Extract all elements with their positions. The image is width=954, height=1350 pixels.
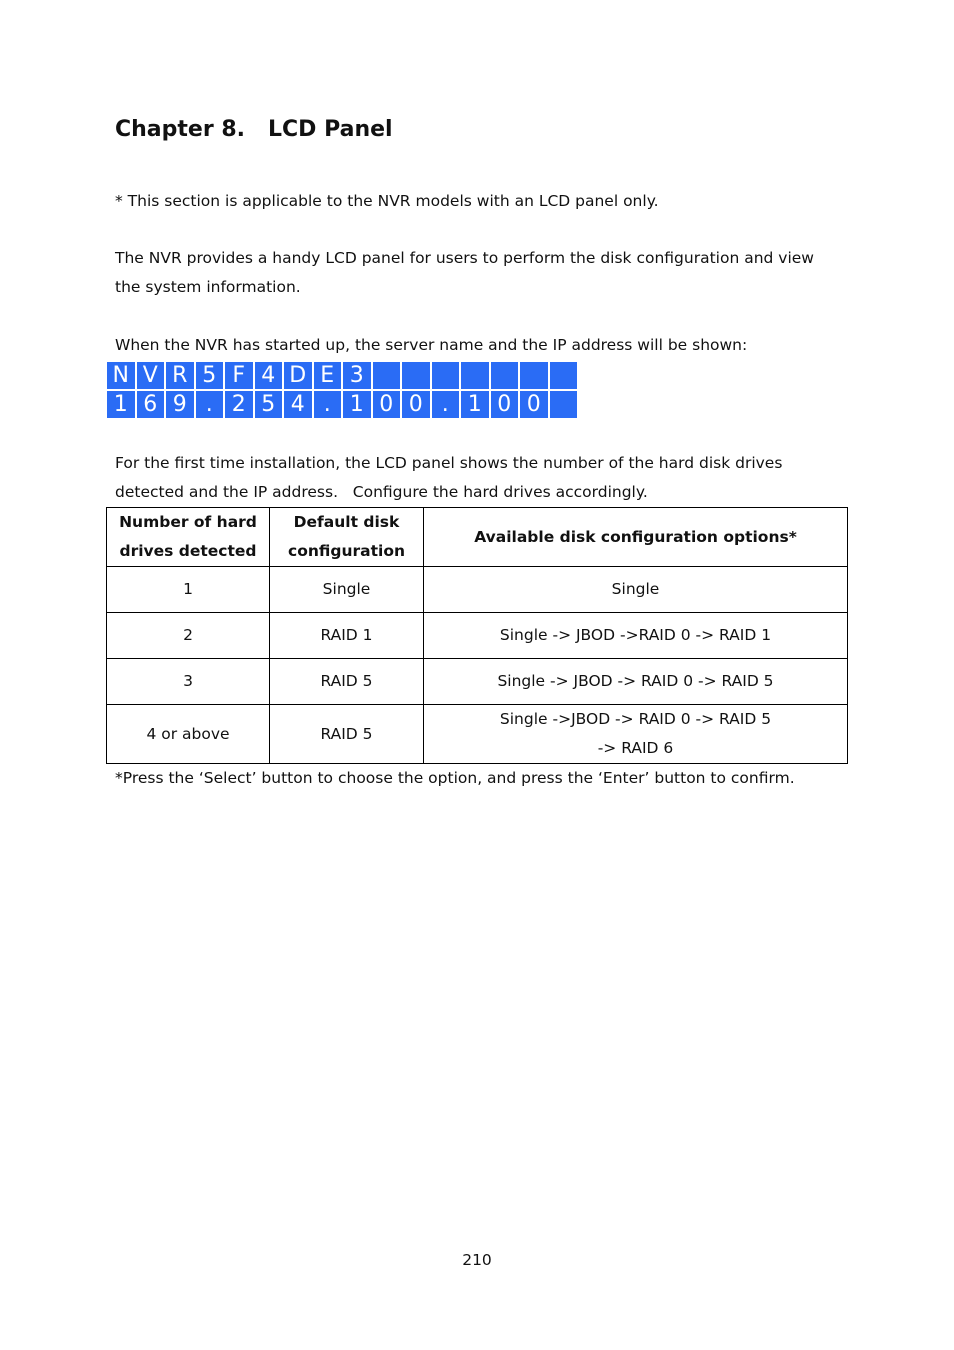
cell-drives: 4 or above <box>107 705 270 764</box>
disk-configuration-table <box>106 507 848 764</box>
cell-drives: 2 <box>107 613 270 659</box>
cell-default: RAID 5 <box>270 659 424 705</box>
lcd-cell: E <box>314 362 344 391</box>
lcd-cell: D <box>284 362 314 391</box>
chapter-title: Chapter 8. LCD Panel <box>115 117 393 142</box>
header-text: Default disk <box>293 513 400 531</box>
header-text: drives detected <box>119 542 257 560</box>
lcd-cell: 4 <box>255 362 285 391</box>
lcd-cell <box>432 362 462 391</box>
cell-options: Single -> JBOD ->RAID 0 -> RAID 1 <box>424 613 848 659</box>
lcd-cell: 5 <box>255 391 285 418</box>
lcd-cell: 2 <box>225 391 255 418</box>
lcd-display <box>107 362 577 418</box>
lcd-cell: 0 <box>402 391 432 418</box>
lcd-cell: F <box>225 362 255 391</box>
lcd-cell <box>550 391 578 418</box>
lcd-cell: V <box>137 362 167 391</box>
first-install-paragraph-line-2: detected and the IP address. Configure the hard drives accordingly. <box>115 483 648 501</box>
table-header-row <box>107 508 848 567</box>
table-footnote: *Press the ‘Select’ button to choose the option, and press the ‘Enter’ button to confirm. <box>115 769 795 787</box>
header-drives-detected <box>107 508 270 567</box>
lcd-cell: . <box>196 391 226 418</box>
lcd-cell: 0 <box>373 391 403 418</box>
first-install-paragraph-line-1: For the first time installation, the LCD panel shows the number of the hard disk drives <box>115 454 783 472</box>
lcd-cell: . <box>432 391 462 418</box>
lcd-cell: 0 <box>491 391 521 418</box>
options-text: -> RAID 6 <box>597 739 674 757</box>
header-default-configuration <box>270 508 424 567</box>
cell-drives: 3 <box>107 659 270 705</box>
lcd-cell: . <box>314 391 344 418</box>
startup-paragraph: When the NVR has started up, the server name and the IP address will be shown: <box>115 336 748 354</box>
cell-default: RAID 1 <box>270 613 424 659</box>
cell-drives: 1 <box>107 567 270 613</box>
lcd-cell: 5 <box>196 362 226 391</box>
options-text: Single ->JBOD -> RAID 0 -> RAID 5 <box>499 710 772 728</box>
cell-default: Single <box>270 567 424 613</box>
table-row <box>107 613 848 659</box>
cell-options: Single <box>424 567 848 613</box>
lcd-cell: 1 <box>461 391 491 418</box>
lcd-cell: 1 <box>343 391 373 418</box>
lcd-cell: 3 <box>343 362 373 391</box>
intro-paragraph-line-1: The NVR provides a handy LCD panel for users to perform the disk configuration and view <box>115 249 814 267</box>
lcd-cell: 1 <box>107 391 137 418</box>
lcd-cell: 6 <box>137 391 167 418</box>
cell-default: RAID 5 <box>270 705 424 764</box>
lcd-cell: 9 <box>166 391 196 418</box>
lcd-cell: R <box>166 362 196 391</box>
table-row <box>107 567 848 613</box>
table-row <box>107 659 848 705</box>
table-row <box>107 705 848 764</box>
lcd-cell: N <box>107 362 137 391</box>
intro-paragraph-line-2: the system information. <box>115 278 301 296</box>
lcd-cell <box>373 362 403 391</box>
lcd-cell <box>402 362 432 391</box>
lcd-row-server-name <box>107 362 577 391</box>
lcd-cell <box>520 362 550 391</box>
lcd-cell <box>550 362 578 391</box>
lcd-applicability-note: * This section is applicable to the NVR models with an LCD panel only. <box>115 192 659 210</box>
lcd-row-ip-address <box>107 391 577 418</box>
lcd-cell: 0 <box>520 391 550 418</box>
cell-options: Single -> JBOD -> RAID 0 -> RAID 5 <box>424 659 848 705</box>
cell-options <box>424 705 848 764</box>
header-available-options: Available disk configuration options* <box>424 508 848 567</box>
page-number: 210 <box>462 1251 492 1269</box>
header-text: Number of hard <box>119 513 257 531</box>
lcd-cell <box>491 362 521 391</box>
lcd-cell <box>461 362 491 391</box>
header-text: configuration <box>288 542 405 560</box>
lcd-cell: 4 <box>284 391 314 418</box>
